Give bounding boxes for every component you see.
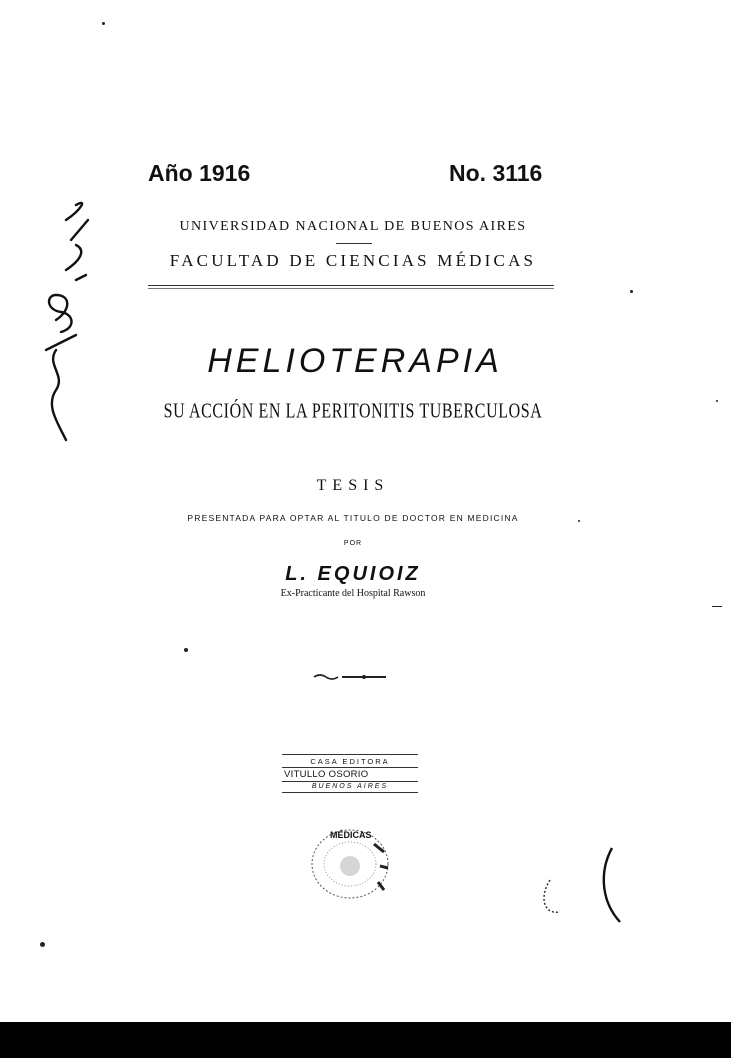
university-name: UNIVERSIDAD NACIONAL DE BUENOS AIRES (179, 219, 527, 234)
speck (712, 606, 722, 607)
scan-border (0, 1022, 731, 1058)
speck (40, 942, 45, 947)
imprint-line: CASA EDITORA (282, 754, 418, 766)
thesis-number: No. 3116 (449, 160, 543, 186)
thesis-subtitle: SU ACCIÓN EN LA PERITONITIS TUBERCULOSA (163, 400, 543, 423)
library-stamp-icon (304, 822, 396, 902)
speck (630, 290, 633, 293)
by-label: POR (343, 540, 363, 547)
thesis-title: HELIOTERAPIA (207, 342, 503, 380)
divider (148, 288, 554, 289)
year-label: Año 1916 (148, 160, 251, 186)
imprint-line: BUENOS AIRES (282, 783, 418, 793)
stamp-text: MÉDICAS (330, 830, 372, 840)
divider (336, 243, 372, 244)
speck (102, 22, 105, 25)
speck (716, 400, 718, 402)
publisher-imprint (282, 754, 418, 793)
author-name: L. EQUIOIZ (285, 563, 421, 585)
ornament-icon (312, 671, 388, 683)
pencil-marks-icon (530, 840, 650, 940)
document-type: TESIS (316, 477, 390, 494)
imprint-publisher: VITULLO OSORIO (282, 767, 418, 782)
presented-for: PRESENTADA PARA OPTAR AL TITULO DE DOCTOR EN MEDICINA (187, 513, 519, 523)
author-role: Ex-Practicante del Hospital Rawson (280, 588, 426, 599)
handwritten-note-icon (26, 200, 106, 450)
faculty-name: FACULTAD DE CIENCIAS MÉDICAS (169, 251, 537, 270)
speck (578, 520, 580, 522)
speck (184, 648, 188, 652)
divider (148, 285, 554, 286)
